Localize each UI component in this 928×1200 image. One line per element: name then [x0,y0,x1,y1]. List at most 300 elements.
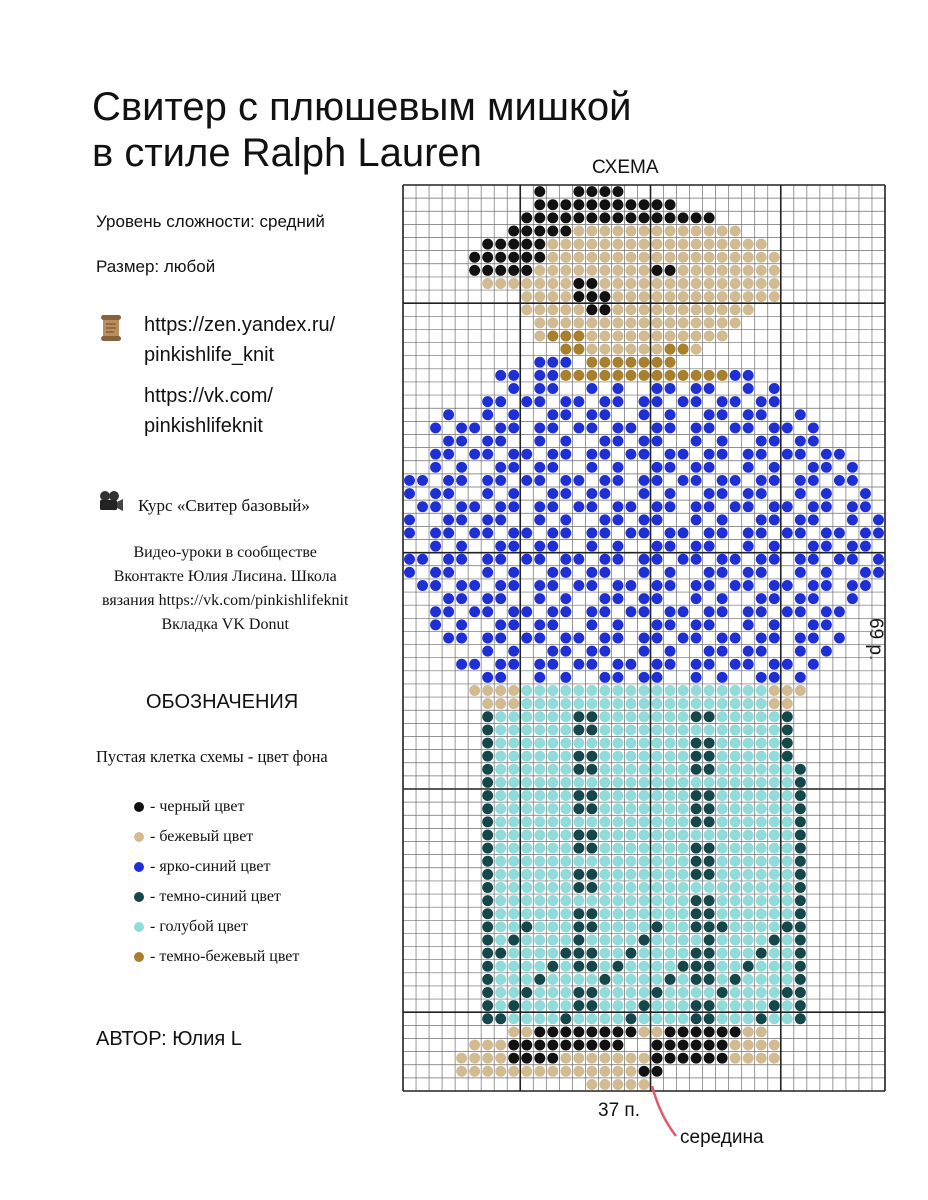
stitch-dot [756,606,767,617]
stitch-dot [665,462,676,473]
stitch-dot [782,816,793,827]
stitch-dot [560,199,571,210]
stitch-dot [482,606,493,617]
stitch-dot [691,751,702,762]
stitch-dot [534,816,545,827]
stitch-dot [743,751,754,762]
stitch-dot [469,449,480,460]
stitch-dot [482,921,493,932]
stitch-dot [717,882,728,893]
stitch-dot [534,987,545,998]
stitch-dot [795,882,806,893]
stitch-dot [626,974,637,985]
stitch-dot [795,527,806,538]
stitch-dot [573,265,584,276]
stitch-dot [521,803,532,814]
stitch-dot [756,895,767,906]
stitch-dot [717,527,728,538]
stitch-dot [626,606,637,617]
stitch-dot [795,803,806,814]
vk-link-line-2[interactable]: pinkishlifeknit [144,415,263,437]
stitch-dot [534,856,545,867]
stitch-dot [743,370,754,381]
stitch-dot [495,921,506,932]
stitch-dot [665,422,676,433]
stitch-dot [691,422,702,433]
stitch-dot [769,685,780,696]
stitch-dot [586,422,597,433]
stitch-dot [769,711,780,722]
stitch-dot [652,239,663,250]
stitch-dot [821,449,832,460]
stitch-dot [769,278,780,289]
stitch-dot [782,738,793,749]
stitch-dot [586,856,597,867]
stitch-dot [704,908,715,919]
stitch-dot [508,685,519,696]
stitch-dot [508,777,519,788]
stitch-dot [691,921,702,932]
stitch-dot [482,1053,493,1064]
stitch-dot [586,331,597,342]
stitch-dot [691,1053,702,1064]
stitch-dot [586,409,597,420]
stitch-dot [612,1053,623,1064]
stitch-dot [573,186,584,197]
stitch-dot [652,816,663,827]
stitch-dot [547,869,558,880]
stitch-dot [573,974,584,985]
stitch-dot [652,803,663,814]
stitch-dot [756,278,767,289]
stitch-dot [586,935,597,946]
stitch-dot [573,331,584,342]
stitch-dot [665,711,676,722]
stitch-dot [639,370,650,381]
stitch-dot [756,409,767,420]
stitch-dot [612,212,623,223]
stitch-dot [534,436,545,447]
stitch-dot [404,567,415,578]
stitch-dot [612,462,623,473]
stitch-dot [404,475,415,486]
stitch-dot [704,527,715,538]
stitch-dot [717,278,728,289]
stitch-dot [795,829,806,840]
stitch-dot [599,370,610,381]
stitch-dot [521,843,532,854]
zen-link-line-2[interactable]: pinkishlife_knit [144,344,275,366]
legend-title: ОБОЗНАЧЕНИЯ [146,691,299,713]
stitch-dot [560,409,571,420]
stitch-dot [756,593,767,604]
stitch-dot [508,1066,519,1077]
stitch-dot [639,803,650,814]
stitch-dot [482,278,493,289]
stitch-dot [521,1066,532,1077]
stitch-dot [691,475,702,486]
stitch-dot [717,777,728,788]
stitch-dot [678,738,689,749]
stitch-dot [639,738,650,749]
stitch-dot [782,724,793,735]
stitch-dot [769,777,780,788]
stitch-dot [430,541,441,552]
stitch-dot [495,252,506,263]
stitch-dot [521,265,532,276]
stitch-dot [573,856,584,867]
stitch-dot [586,869,597,880]
stitch-dot [795,567,806,578]
stitch-dot [534,633,545,644]
stitch-dot [756,514,767,525]
stitch-dot [586,225,597,236]
stitch-dot [508,1053,519,1064]
stitch-dot [599,252,610,263]
stitch-dot [665,317,676,328]
stitch-dot [599,475,610,486]
stitch-dot [586,580,597,591]
stitch-dot [612,1013,623,1024]
stitch-dot [639,317,650,328]
stitch-dot [586,239,597,250]
stitch-dot [769,672,780,683]
stitch-dot [495,239,506,250]
stitch-dot [769,790,780,801]
stitch-dot [482,527,493,538]
stitch-dot [704,383,715,394]
stitch-dot [495,685,506,696]
stitch-dot [482,843,493,854]
stitch-dot [665,908,676,919]
stitch-dot [586,711,597,722]
stitch-dot [612,199,623,210]
zen-link-line-1[interactable]: https://zen.yandex.ru/ [144,314,336,336]
stitch-dot [547,843,558,854]
stitch-dot [717,1053,728,1064]
stitch-dot [560,948,571,959]
stitch-dot [756,265,767,276]
stitch-dot [704,370,715,381]
size-info: Размер: любой [96,257,216,276]
stitch-dot [756,882,767,893]
stitch-dot [626,344,637,355]
stitch-dot [495,987,506,998]
stitch-dot [521,225,532,236]
stitch-dot [795,843,806,854]
stitch-dot [769,265,780,276]
stitch-dot [612,344,623,355]
stitch-dot [599,816,610,827]
stitch-dot [456,1066,467,1077]
course-desc-line-1: Видео-уроки в сообществе [133,544,317,561]
stitch-dot [573,422,584,433]
stitch-dot [808,633,819,644]
stitch-dot [730,948,741,959]
stitch-dot [495,948,506,959]
stitch-dot [691,869,702,880]
stitch-dot [730,869,741,880]
stitch-dot [639,344,650,355]
stitch-dot [560,869,571,880]
stitch-dot [612,921,623,932]
stitch-dot [521,1053,532,1064]
stitch-dot [586,370,597,381]
stitch-dot [652,724,663,735]
stitch-dot [756,987,767,998]
stitch-dot [730,777,741,788]
stitch-dot [665,738,676,749]
stitch-dot [717,396,728,407]
stitch-dot [769,856,780,867]
stitch-dot [704,252,715,263]
stitch-dot [586,908,597,919]
stitch-dot [626,278,637,289]
stitch-dot [534,764,545,775]
stitch-dot [560,265,571,276]
stitch-dot [547,961,558,972]
stitch-dot [639,488,650,499]
stitch-dot [495,580,506,591]
stitch-dot [652,212,663,223]
stitch-dot [573,501,584,512]
stitch-dot [547,935,558,946]
stitch-dot [560,790,571,801]
stitch-dot [599,1040,610,1051]
stitch-dot [691,987,702,998]
stitch-dot [417,580,428,591]
stitch-dot [704,738,715,749]
stitch-dot [456,475,467,486]
stitch-dot [560,554,571,565]
stitch-dot [521,816,532,827]
stitch-dot [573,790,584,801]
stitch-dot [769,1013,780,1024]
stitch-dot [482,764,493,775]
stitch-dot [691,777,702,788]
stitch-dot [456,501,467,512]
stitch-dot [652,554,663,565]
stitch-dot [508,580,519,591]
stitch-dot [691,514,702,525]
stitch-dot [834,606,845,617]
stitch-dot [534,580,545,591]
stitch-dot [678,317,689,328]
stitch-dot [691,554,702,565]
stitch-dot [756,777,767,788]
stitch-dot [717,856,728,867]
stitch-dot [639,935,650,946]
stitch-dot [743,488,754,499]
stitch-dot [652,278,663,289]
stitch-dot [795,790,806,801]
stitch-dot [573,961,584,972]
stitch-dot [508,409,519,420]
stitch-dot [547,1040,558,1051]
stitch-dot [626,1053,637,1064]
stitch-dot [691,961,702,972]
stitch-dot [443,514,454,525]
stitch-dot [612,514,623,525]
stitch-dot [495,593,506,604]
stitch-dot [639,816,650,827]
stitch-dot [573,777,584,788]
stitch-dot [626,685,637,696]
stitch-dot [665,777,676,788]
stitch-dot [665,449,676,460]
stitch-dot [639,527,650,538]
stitch-dot [756,633,767,644]
stitch-dot [534,738,545,749]
stitch-dot [521,961,532,972]
stitch-dot [678,370,689,381]
stitch-dot [717,803,728,814]
stitch-dot [599,698,610,709]
stitch-dot [599,1000,610,1011]
stitch-dot [456,554,467,565]
stitch-dot [665,961,676,972]
stitch-dot [639,1079,650,1090]
stitch-dot [586,738,597,749]
stitch-dot [743,1053,754,1064]
stitch-dot [456,422,467,433]
stitch-dot [599,935,610,946]
stitch-dot [795,475,806,486]
stitch-dot [665,1013,676,1024]
stitch-dot [599,921,610,932]
stitch-dot [560,1026,571,1037]
stitch-dot [612,541,623,552]
stitch-dot [743,738,754,749]
stitch-dot [586,1000,597,1011]
stitch-dot [495,1066,506,1077]
vk-link-line-1[interactable]: https://vk.com/ [144,385,273,407]
stitch-dot [599,514,610,525]
stitch-dot [769,1000,780,1011]
stitch-dot [573,396,584,407]
stitch-dot [652,1013,663,1024]
stitch-dot [704,935,715,946]
stitch-dot [456,580,467,591]
stitch-dot [560,843,571,854]
stitch-dot [769,895,780,906]
stitch-dot [495,764,506,775]
stitch-dot [860,501,871,512]
stitch-dot [678,1000,689,1011]
stitch-dot [808,514,819,525]
stitch-dot [495,1040,506,1051]
stitch-dot [560,724,571,735]
stitch-dot [769,580,780,591]
stitch-dot [534,357,545,368]
stitch-dot [534,869,545,880]
stitch-dot [730,921,741,932]
stitch-dot [639,948,650,959]
stitch-dot [521,698,532,709]
stitch-dot [508,856,519,867]
stitch-dot [665,698,676,709]
stitch-dot [717,948,728,959]
stitch-dot [612,580,623,591]
stitch-dot [573,278,584,289]
stitch-dot [795,436,806,447]
stitch-dot [495,908,506,919]
stitch-dot [508,711,519,722]
stitch-dot [704,987,715,998]
stitch-dot [782,803,793,814]
stitch-dot [482,1013,493,1024]
stitch-dot [599,843,610,854]
stitch-dot [534,829,545,840]
stitch-dot [782,921,793,932]
author-credit: АВТОР: Юлия L [96,1028,242,1050]
stitch-dot [612,633,623,644]
stitch-dot [612,961,623,972]
stitch-dot [769,961,780,972]
stitch-dot [404,514,415,525]
stitch-dot [678,1053,689,1064]
stitch-dot [560,751,571,762]
legend-note: Пустая клетка схемы - цвет фона [96,747,328,766]
stitch-dot [743,646,754,657]
stitch-dot [508,422,519,433]
stitch-dot [730,396,741,407]
stitch-dot [443,606,454,617]
stitch-dot [560,514,571,525]
stitch-dot [573,816,584,827]
stitch-dot [534,252,545,263]
stitch-dot [704,777,715,788]
stitch-dot [691,317,702,328]
stitch-dot [795,856,806,867]
stitch-dot [652,304,663,315]
stitch-dot [730,803,741,814]
stitch-dot [678,212,689,223]
stitch-dot [626,422,637,433]
stitch-dot [704,619,715,630]
stitch-dot [508,751,519,762]
stitch-dot [534,948,545,959]
stitch-dot [821,567,832,578]
stitch-dot [469,685,480,696]
stitch-dot [521,829,532,840]
stitch-dot [534,1026,545,1037]
stitch-dot [769,948,780,959]
stitch-dot [560,252,571,263]
stitch-dot [691,265,702,276]
stitch-dot [599,554,610,565]
stitch-dot [704,711,715,722]
stitch-dot [717,304,728,315]
stitch-dot [547,856,558,867]
stitch-dot [404,488,415,499]
stitch-dot [691,895,702,906]
stitch-dot [612,370,623,381]
stitch-dot [612,659,623,670]
stitch-dot [717,554,728,565]
stitch-dot [652,829,663,840]
stitch-dot [639,567,650,578]
stitch-dot [691,291,702,302]
stitch-dot [665,1040,676,1051]
stitch-dot [547,908,558,919]
stitch-dot [717,239,728,250]
stitch-dot [717,764,728,775]
stitch-dot [508,646,519,657]
stitch-dot [756,908,767,919]
stitch-dot [495,803,506,814]
stitch-dot [599,1053,610,1064]
